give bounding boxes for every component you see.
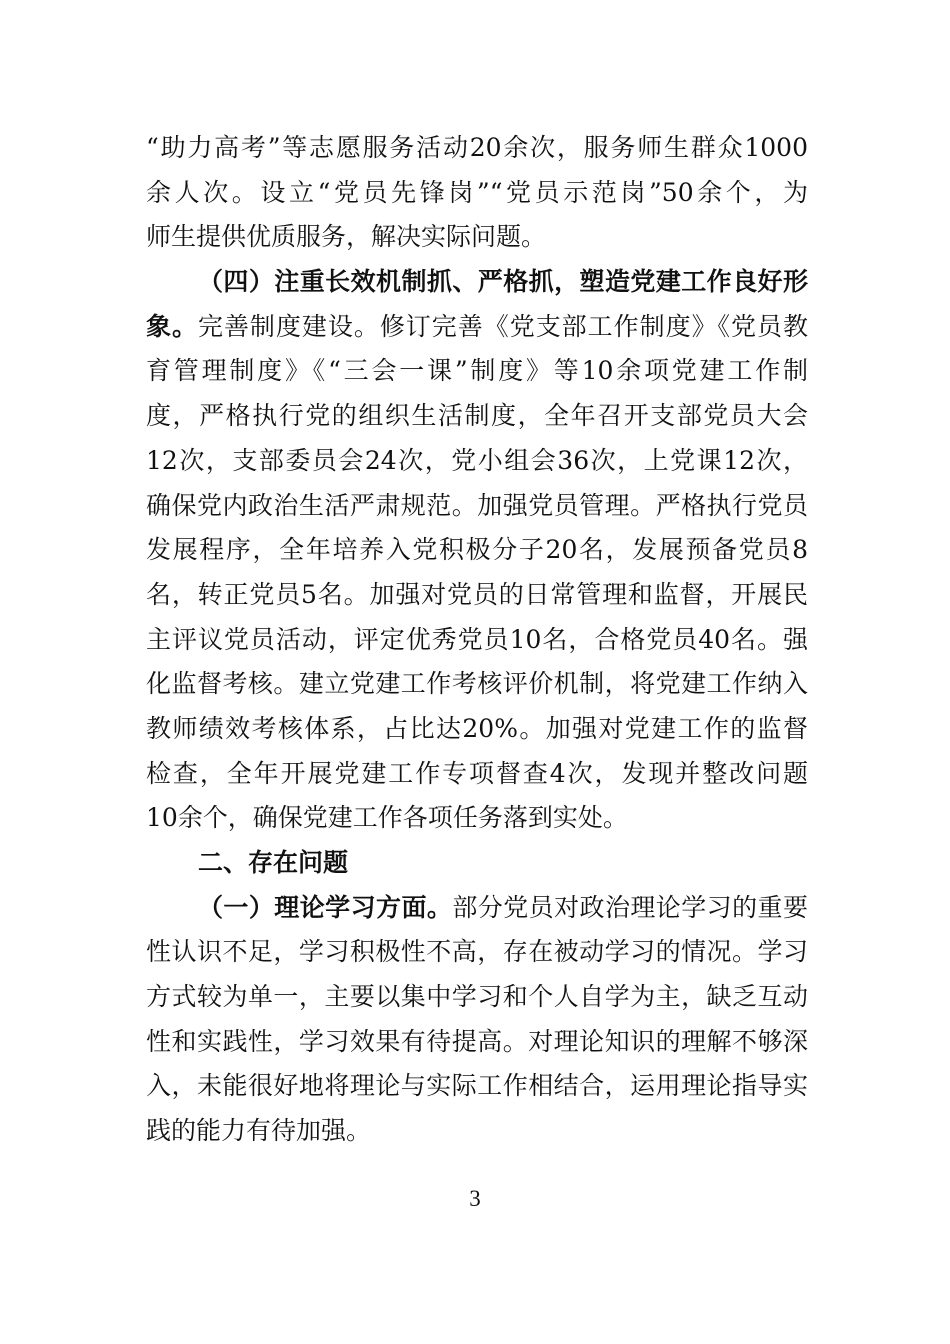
body-line: [146, 796, 808, 841]
subsection-one-title: （一）理论学习方面。: [198, 892, 453, 922]
section-four-title-end: 象。: [146, 311, 198, 341]
line-text: 育管理制度》《“三会一课”制度》等10余项党建工作制: [146, 356, 808, 386]
body-line: [146, 1020, 808, 1065]
body-line: [146, 975, 808, 1020]
section-four-title-line: [146, 260, 808, 305]
line-text: 方式较为单一，主要以集中学习和个人自学为主，缺乏互动: [146, 982, 808, 1012]
body-line: [146, 930, 808, 975]
line-text: 部分党员对政治理论学习的重要: [452, 892, 808, 922]
body-line: [146, 618, 808, 663]
body-line: [146, 171, 808, 216]
body-line: [146, 528, 808, 573]
line-text: 发展程序，全年培养入党积极分子20名，发展预备党员8: [146, 535, 808, 565]
heading-text: 二、存在问题: [198, 848, 349, 877]
line-text: 10余个，确保党建工作各项任务落到实处。: [146, 803, 628, 833]
line-text: 入，未能很好地将理论与实际工作相结合，运用理论指导实: [146, 1071, 808, 1101]
line-text: 性和实践性，学习效果有待提高。对理论知识的理解不够深: [146, 1026, 808, 1056]
section-heading-problems: [146, 841, 808, 886]
line-text: 12次，支部委员会24次，党小组会36次，上党课12次，: [146, 445, 808, 475]
line-text: 检查，全年开展党建工作专项督查4次，发现并整改问题: [146, 758, 808, 788]
line-text: 余人次。设立“党员先锋岗”“党员示范岗”50余个，为: [146, 177, 808, 207]
line-text: 师生提供优质服务，解决实际问题。: [146, 222, 547, 252]
line-text: 性认识不足，学习积极性不高，存在被动学习的情况。学习: [146, 937, 808, 967]
section-four-title: （四）注重长效机制抓、严格抓，塑造党建工作良好形: [198, 267, 808, 297]
line-text: 名，转正党员5名。加强对党员的日常管理和监督，开展民: [146, 579, 808, 609]
body-line: [146, 215, 808, 260]
document-body: [146, 126, 808, 1154]
body-line: [146, 1109, 808, 1154]
body-line: [146, 1064, 808, 1109]
body-line: [146, 484, 808, 529]
line-text: “助力高考”等志愿服务活动20余次，服务师生群众1000: [146, 133, 808, 162]
body-line: [146, 126, 808, 171]
line-text: 确保党内政治生活严肃规范。加强党员管理。严格执行党员: [146, 490, 808, 520]
body-line: [146, 573, 808, 618]
body-line: [146, 394, 808, 439]
line-text: 教师绩效考核体系，占比达20%。加强对党建工作的监督: [146, 713, 808, 743]
line-text: 化监督考核。建立党建工作考核评价机制，将党建工作纳入: [146, 669, 808, 699]
body-line: [146, 349, 808, 394]
body-line: [146, 439, 808, 484]
line-text: 度，严格执行党的组织生活制度，全年召开支部党员大会: [146, 401, 808, 431]
line-text: 完善制度建设。修订完善《党支部工作制度》《党员教: [197, 311, 808, 341]
body-line: [146, 305, 808, 350]
line-text: 主评议党员活动，评定优秀党员10名，合格党员40名。强: [146, 624, 808, 654]
body-line: [146, 707, 808, 752]
body-line: [146, 886, 808, 931]
page-number: 3: [469, 1186, 481, 1211]
body-line: [146, 662, 808, 707]
body-line: [146, 752, 808, 797]
line-text: 践的能力有待加强。: [146, 1116, 372, 1146]
